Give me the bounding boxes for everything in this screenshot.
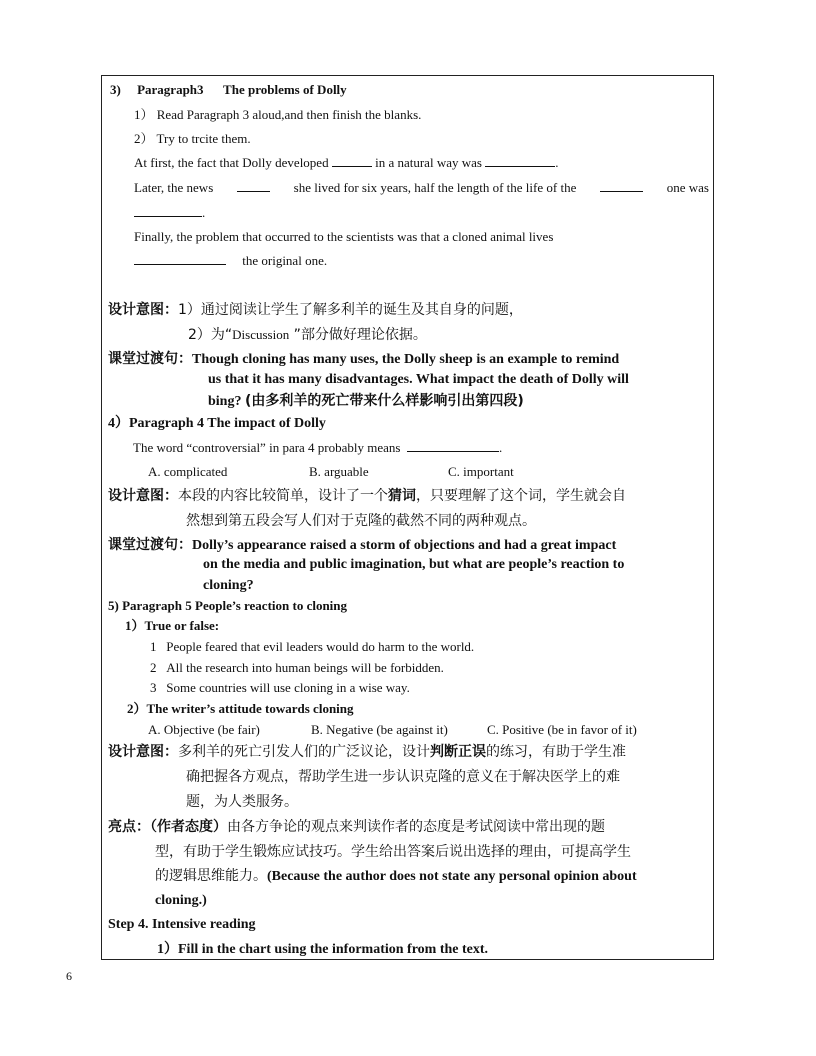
transition-2-line1 (108, 536, 616, 555)
blank-4 (600, 180, 643, 192)
design-intent-2-line1 (108, 487, 626, 505)
step4-item-1: 1）Fill in the chart using the information from the text. (157, 942, 489, 957)
design-intent-label: 设计意图： (108, 744, 178, 760)
transition-1-text1: Though cloning has many uses, the Dolly sheep is an example to remind (192, 352, 620, 367)
p3-line2-text-b: she lived for six years, half the length of the life of the (293, 180, 577, 195)
transition-2-line2: on the media and public imagination, but what are people’s reaction to (203, 557, 625, 572)
p4-option-b: B. arguable (309, 464, 369, 479)
p3-step2: 2） Try to trcite them. (134, 131, 251, 146)
transition-1-line3-a: bing? (208, 394, 245, 409)
p5-true-false-title: 1）True or false: (125, 618, 220, 633)
highlight-line3-a: 的逻辑思维能力。 (155, 868, 267, 884)
transition-1-note: (由多利羊的死亡带来什么样影响引出第四段) (244, 393, 524, 409)
design-intent-1-line2 (188, 326, 427, 344)
p5-heading: 5) Paragraph 5 People’s reaction to cloning (108, 598, 348, 613)
page-number: 6 (66, 969, 72, 983)
p3-fill-line2 (134, 180, 709, 196)
p3-step1: 1） Read Paragraph 3 aloud,and then finish the blanks. (134, 107, 422, 122)
p5-item-1-text: People feared that evil leaders would do harm to the world. (166, 639, 475, 654)
blank-7 (407, 440, 499, 452)
p5-item-1 (150, 639, 474, 655)
blank-3 (237, 180, 270, 192)
highlight-english-note: (Because the author does not state any personal opinion about (267, 869, 637, 884)
p3-line1-text-b: in a natural way was (375, 155, 482, 170)
design-intent-3-line1-c: 的练习，有助于学生准 (486, 744, 626, 760)
highlight-line1 (108, 818, 605, 836)
p3-heading-title: Paragraph3 (137, 82, 204, 97)
transition-1-line1 (108, 350, 619, 369)
blank-6 (134, 253, 226, 265)
design-intent-label: 设计意图： (108, 488, 178, 504)
p3-fill-line4: Finally, the problem that occurred to the scientists was that a cloned animal lives (134, 229, 554, 244)
author-attitude-emphasis: （作者态度） (150, 819, 227, 835)
design-intent-label: 设计意图： (108, 302, 178, 318)
guess-word-emphasis: 猜词 (388, 488, 416, 504)
p3-heading (110, 82, 347, 98)
p5-item-3 (150, 680, 410, 696)
p5-attitude-a: A. Objective (be fair) (148, 722, 260, 737)
p5-attitude-c: C. Positive (be in favor of it) (487, 722, 637, 737)
p3-fill-line5 (134, 253, 327, 269)
p4-option-c: C. important (448, 464, 514, 479)
transition-2-text1: Dolly’s appearance raised a storm of objections and had a great impact (192, 538, 617, 553)
highlight-line2: 型，有助于学生锻炼应试技巧。学生给出答案后说出选择的理由，可提高学生 (155, 844, 631, 860)
p5-item-3-text: Some countries will use cloning in a wise way. (166, 680, 410, 695)
p3-line1-text-a: At first, the fact that Dolly developed (134, 155, 329, 170)
p3-heading-num: 3) (110, 82, 121, 97)
p4-question: The word “controversial” in para 4 probably means . (133, 440, 503, 455)
design-intent-3-line1 (108, 743, 626, 761)
design-intent-1-line2-a: 2）为“ (188, 327, 233, 343)
p3-fill-line1: At first, the fact that Dolly developed in a natural way was . (134, 155, 559, 170)
p4-heading: 4）Paragraph 4 The impact of Dolly (108, 416, 326, 431)
design-intent-1-line2-c: ”部分做好理论依据。 (289, 327, 427, 343)
highlight-line3 (155, 867, 637, 886)
p5-item-2-num: 2 (150, 660, 157, 675)
design-intent-1-line1 (108, 301, 523, 319)
step4-heading: Step 4. Intensive reading (108, 917, 256, 932)
p3-heading-subtitle: The problems of Dolly (223, 82, 347, 97)
p3-line5-text: the original one. (242, 253, 328, 268)
p3-line2-text-c: one was (666, 180, 709, 195)
design-intent-3-line2: 确把握各方观点，帮助学生进一步认识克隆的意义在于解决医学上的难 (186, 769, 620, 785)
discussion-word: Discussion (232, 327, 290, 342)
design-intent-3-line1-a: 多利羊的死亡引发人们的广泛议论，设计 (178, 744, 430, 760)
p3-fill-line3: . (134, 205, 205, 221)
highlight-line4: cloning.) (155, 893, 207, 908)
true-false-emphasis: 判断正误 (430, 744, 486, 760)
blank-2 (485, 155, 555, 167)
transition-1-line3 (208, 392, 524, 411)
design-intent-2-line2: 然想到第五段会写人们对于克隆的截然不同的两种观点。 (186, 513, 536, 529)
p5-attitude-title: 2）The writer’s attitude towards cloning (127, 701, 354, 716)
p5-item-2 (150, 660, 444, 676)
p5-item-1-num: 1 (150, 639, 157, 654)
blank-1 (332, 155, 372, 167)
p5-item-2-text: All the research into human beings will be forbidden. (166, 660, 444, 675)
design-intent-1-text: 1）通过阅读让学生了解多利羊的诞生及其自身的问题， (178, 302, 523, 318)
design-intent-3-line3: 题，为人类服务。 (186, 794, 298, 810)
p4-option-a: A. complicated (148, 464, 228, 479)
p5-attitude-b: B. Negative (be against it) (311, 722, 448, 737)
p5-item-3-num: 3 (150, 680, 157, 695)
highlight-line1-b: 由各方争论的观点来判读作者的态度是考试阅读中常出现的题 (227, 819, 605, 835)
transition-2-line3: cloning? (203, 578, 254, 593)
design-intent-2-line1-a: 本段的内容比较简单，设计了一个 (178, 488, 388, 504)
p3-line2-text-a: Later, the news (134, 180, 214, 195)
blank-5 (134, 205, 202, 217)
highlight-label: 亮点： (108, 819, 150, 835)
p4-question-text: The word “controversial” in para 4 probably means (133, 440, 401, 455)
transition-1-line2: us that it has many disadvantages. What impact the death of Dolly will (208, 372, 629, 387)
transition-label: 课堂过渡句： (108, 537, 192, 553)
design-intent-2-line1-c: ，只要理解了这个词，学生就会自 (416, 488, 626, 504)
transition-label: 课堂过渡句： (108, 351, 192, 367)
